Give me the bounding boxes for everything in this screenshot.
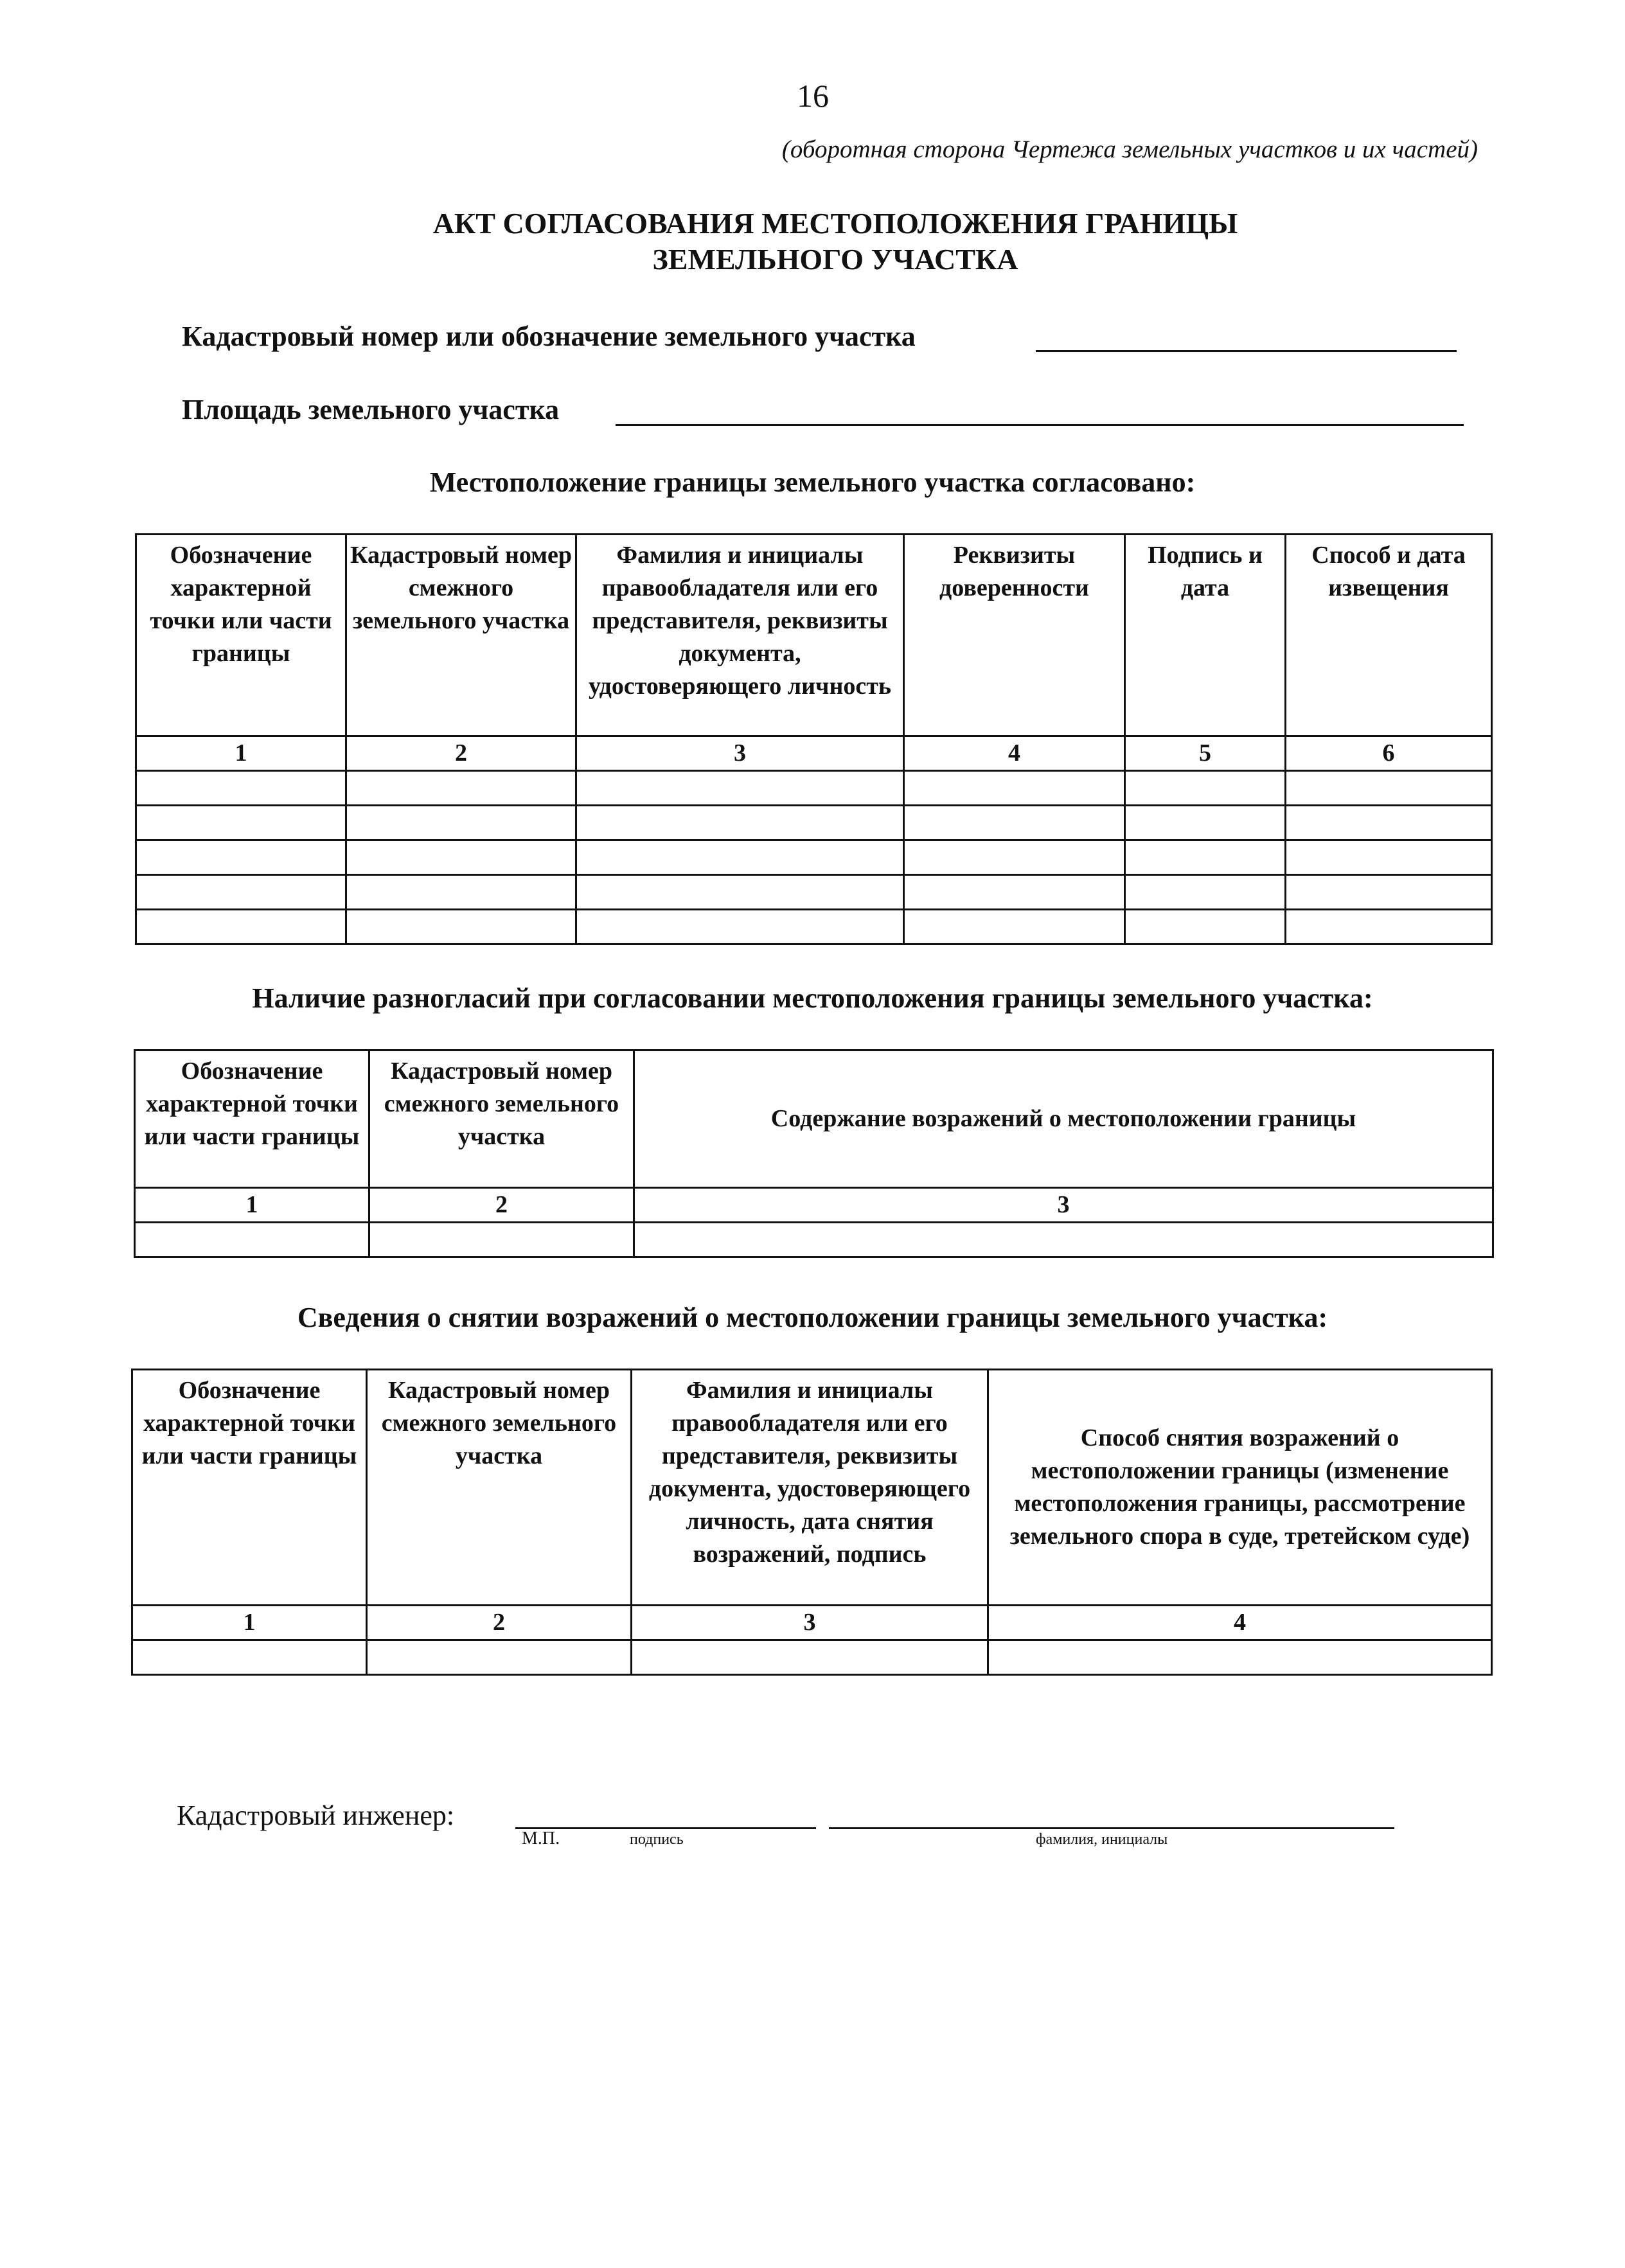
table3-num-3: 3	[632, 1606, 988, 1640]
table1-num-1: 1	[136, 736, 346, 771]
table-row	[136, 806, 1492, 840]
table-cell[interactable]	[904, 840, 1125, 875]
table-cell[interactable]	[1125, 806, 1286, 840]
table-cell[interactable]	[576, 910, 904, 944]
table-cell[interactable]	[132, 1640, 367, 1675]
table1-num-2: 2	[346, 736, 576, 771]
agreement-table	[135, 533, 1493, 945]
table1-col-1: Обозначение характерной точки или части границы	[136, 535, 346, 736]
table-cell[interactable]	[346, 771, 576, 806]
name-caption: фамилия, инициалы	[1036, 1831, 1168, 1848]
table-cell[interactable]	[369, 1223, 634, 1257]
table-cell[interactable]	[1125, 910, 1286, 944]
table-cell[interactable]	[904, 806, 1125, 840]
cadastral-number-label: Кадастровый номер или обозначение земельного участка	[182, 321, 916, 352]
table2-col-1: Обозначение характерной точки или части границы	[135, 1050, 369, 1188]
table2-col-2: Кадастровый номер смежного земельного участка	[369, 1050, 634, 1188]
page-number: 16	[797, 78, 829, 114]
table-cell[interactable]	[576, 771, 904, 806]
table2-num-3: 3	[634, 1188, 1493, 1223]
sign-caption: подпись	[630, 1831, 684, 1848]
table2-heading: Наличие разногласий при согласовании местоположения границы земельного участка:	[252, 982, 1373, 1014]
table1-num-6: 6	[1286, 736, 1492, 771]
table1-col-4: Реквизиты доверенности	[904, 535, 1125, 736]
table-cell[interactable]	[346, 875, 576, 910]
table-cell[interactable]	[904, 771, 1125, 806]
title-line-1: АКТ СОГЛАСОВАНИЯ МЕСТОПОЛОЖЕНИЯ ГРАНИЦЫ	[432, 207, 1238, 240]
table-cell[interactable]	[1286, 771, 1492, 806]
table-cell[interactable]	[1125, 875, 1286, 910]
table-row	[136, 771, 1492, 806]
document-title	[257, 206, 1414, 278]
table-cell[interactable]	[576, 840, 904, 875]
table3-col-2: Кадастровый номер смежного земельного участка	[367, 1370, 632, 1606]
table-row	[135, 1223, 1493, 1257]
cadastral-number-line[interactable]	[1036, 350, 1457, 352]
table3-heading: Сведения о снятии возражений о местоположении границы земельного участка:	[297, 1302, 1328, 1333]
table-cell[interactable]	[346, 910, 576, 944]
table-cell[interactable]	[904, 875, 1125, 910]
table1-heading: Местоположение границы земельного участка согласовано:	[429, 466, 1196, 498]
disagreements-table	[134, 1049, 1494, 1258]
cadastral-engineer-label: Кадастровый инженер:	[177, 1800, 455, 1831]
table-cell[interactable]	[136, 910, 346, 944]
table-row	[132, 1640, 1492, 1675]
page-subtitle: (оборотная сторона Чертежа земельных участков и их частей)	[781, 136, 1478, 163]
table-cell[interactable]	[576, 875, 904, 910]
table-cell[interactable]	[367, 1640, 632, 1675]
table3-num-1: 1	[132, 1606, 367, 1640]
table1-num-5: 5	[1125, 736, 1286, 771]
table-cell[interactable]	[1286, 875, 1492, 910]
table-row	[136, 910, 1492, 944]
table1-col-2: Кадастровый номер смежного земельного участка	[346, 535, 576, 736]
table2-col-3: Содержание возражений о местоположении границы	[634, 1050, 1493, 1188]
table-row	[136, 875, 1492, 910]
table1-num-4: 4	[904, 736, 1125, 771]
table1-num-3: 3	[576, 736, 904, 771]
table-cell[interactable]	[346, 806, 576, 840]
table3-num-2: 2	[367, 1606, 632, 1640]
table-cell[interactable]	[632, 1640, 988, 1675]
table3-col-4: Способ снятия возражений о местоположении границы (изменение местоположения границы, рассмотрение земельного спора в суде, третейском суде)	[988, 1370, 1492, 1606]
objections-removal-table	[131, 1369, 1493, 1676]
table-cell[interactable]	[1125, 840, 1286, 875]
table-cell[interactable]	[1286, 910, 1492, 944]
table-cell[interactable]	[576, 806, 904, 840]
table-cell[interactable]	[988, 1640, 1492, 1675]
table-cell[interactable]	[136, 771, 346, 806]
title-line-2: ЗЕМЕЛЬНОГО УЧАСТКА	[652, 243, 1018, 276]
table3-col-3: Фамилия и инициалы правообладателя или его представителя, реквизиты документа, удостоверяющего личность, дата снятия возражений, подпись	[632, 1370, 988, 1606]
table1-col-5: Подпись и дата	[1125, 535, 1286, 736]
table3-col-1: Обозначение характерной точки или части границы	[132, 1370, 367, 1606]
signature-line[interactable]	[515, 1827, 816, 1829]
table-cell[interactable]	[1286, 840, 1492, 875]
table3-num-4: 4	[988, 1606, 1492, 1640]
mp-caption: М.П.	[522, 1829, 560, 1848]
table-cell[interactable]	[1125, 771, 1286, 806]
table1-col-3: Фамилия и инициалы правообладателя или его представителя, реквизиты документа, удостоверяющего личность	[576, 535, 904, 736]
table-cell[interactable]	[136, 840, 346, 875]
table-cell[interactable]	[136, 875, 346, 910]
table-cell[interactable]	[904, 910, 1125, 944]
area-label: Площадь земельного участка	[182, 394, 560, 425]
table2-num-2: 2	[369, 1188, 634, 1223]
table1-col-6: Способ и дата извещения	[1286, 535, 1492, 736]
area-line[interactable]	[616, 424, 1464, 426]
table-cell[interactable]	[346, 840, 576, 875]
table2-num-1: 1	[135, 1188, 369, 1223]
table-cell[interactable]	[136, 806, 346, 840]
table-cell[interactable]	[1286, 806, 1492, 840]
table-cell[interactable]	[634, 1223, 1493, 1257]
name-line[interactable]	[829, 1827, 1394, 1829]
table-row	[136, 840, 1492, 875]
table-cell[interactable]	[135, 1223, 369, 1257]
